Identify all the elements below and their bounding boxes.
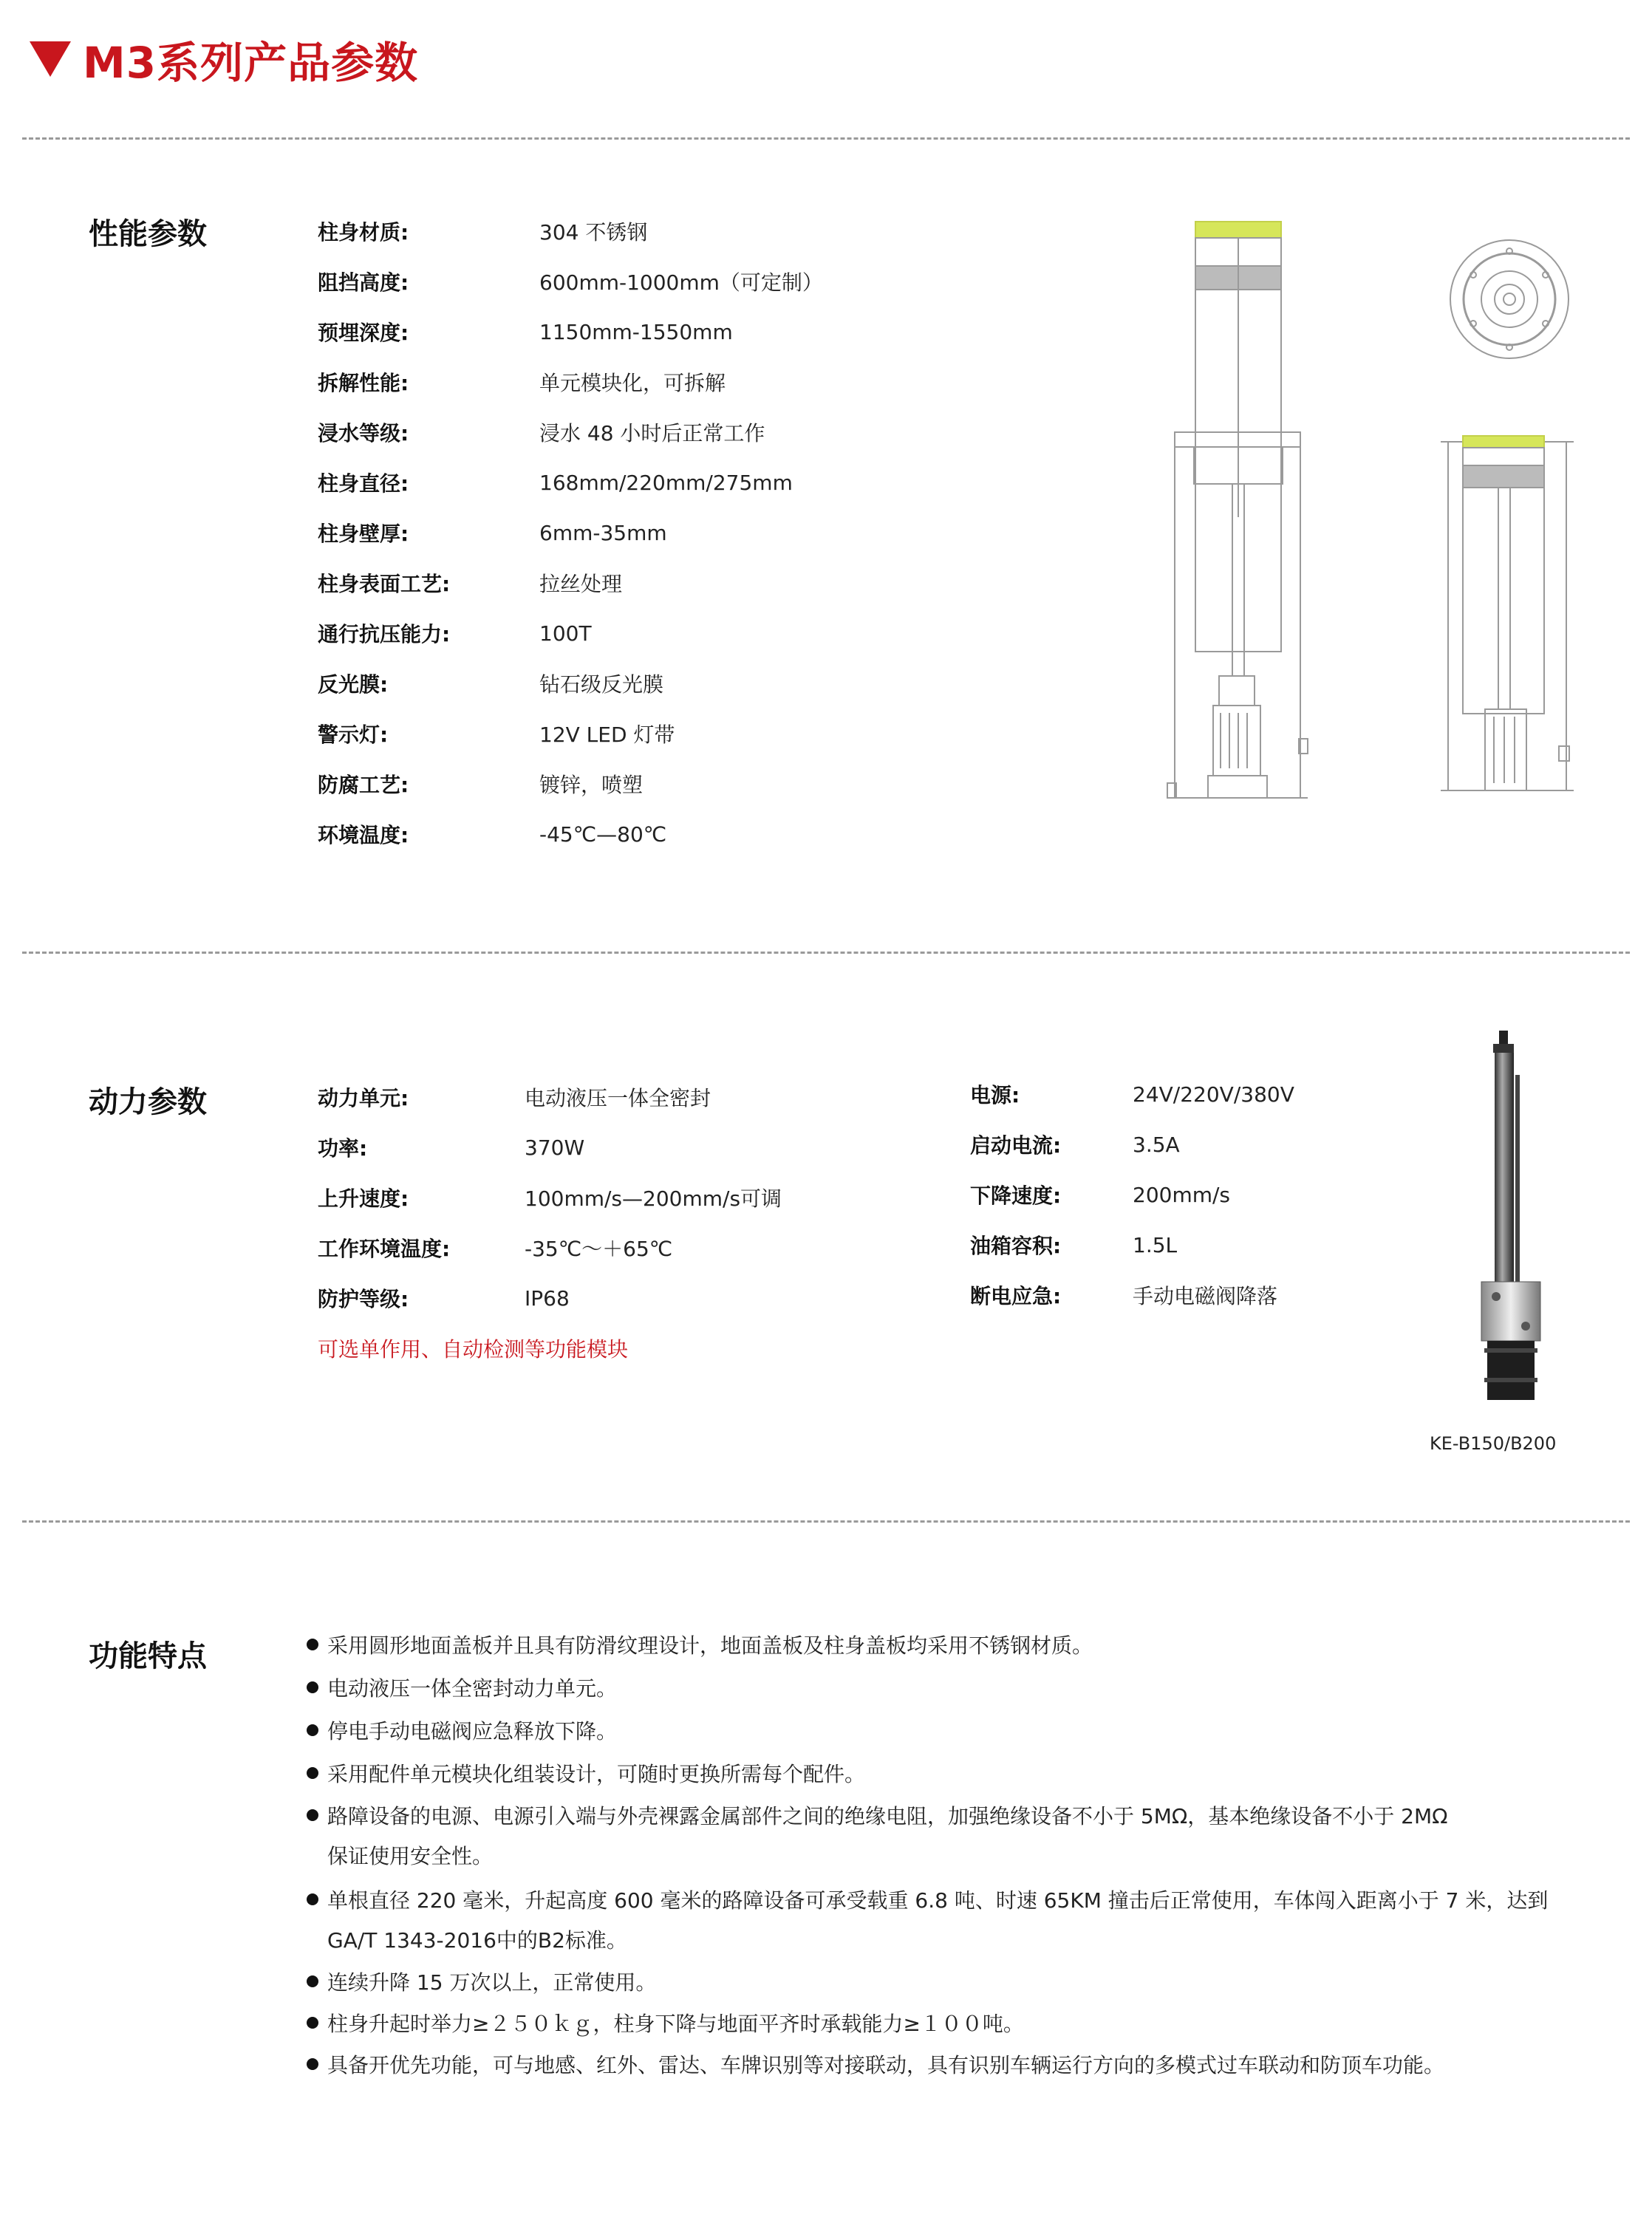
- param-row: [318, 313, 733, 350]
- param-row: [318, 464, 793, 501]
- param-value: 浸水 48 小时后正常工作: [539, 421, 765, 445]
- param-value: 304 不锈钢: [539, 220, 648, 245]
- param-value: 6mm-35mm: [539, 520, 667, 545]
- param-value: 3.5A: [1133, 1132, 1180, 1157]
- param-value: 100mm/s—200mm/s可调: [525, 1186, 782, 1211]
- param-label: 断电应急:: [970, 1284, 1062, 1308]
- bullet-icon: [307, 1975, 318, 1987]
- feature-item: [307, 1754, 1622, 1795]
- feature-text: 连续升降 15 万次以上，正常使用。: [327, 1970, 657, 1995]
- param-label: 启动电流:: [970, 1133, 1062, 1158]
- param-row: [318, 1229, 672, 1266]
- param-row: [970, 1126, 1180, 1163]
- bollard-front-drawing: [1441, 436, 1574, 820]
- param-row: [318, 816, 666, 853]
- param-label: 上升速度:: [318, 1186, 409, 1211]
- param-value: 12V LED 灯带: [539, 723, 675, 747]
- param-row: [318, 414, 765, 451]
- param-label: 柱身材质:: [318, 220, 409, 245]
- param-label: 柱身壁厚:: [318, 522, 409, 546]
- bullet-icon: [307, 2058, 318, 2070]
- feature-item: [307, 1881, 1622, 1961]
- param-label: 防腐工艺:: [318, 773, 409, 797]
- feature-item: [307, 1962, 1622, 2004]
- section-title-power: 动力参数: [89, 1085, 207, 1119]
- feature-item: [307, 1625, 1622, 1667]
- param-row: [318, 1280, 570, 1316]
- triangle-down-icon: [30, 41, 71, 77]
- bollard-top-view-drawing: [1447, 236, 1572, 362]
- feature-text-continued: GA/T 1343-2016中的B2标准。: [327, 1928, 627, 1953]
- param-row: [970, 1277, 1277, 1314]
- feature-text: 电动液压一体全密封动力单元。: [327, 1676, 618, 1701]
- divider: [22, 1520, 1630, 1523]
- feature-text-continued: 保证使用安全性。: [327, 1844, 494, 1868]
- param-label: 拆解性能:: [318, 371, 409, 395]
- param-row: [318, 1129, 584, 1166]
- param-row: [318, 1079, 711, 1116]
- bollard-side-drawing: [1167, 222, 1315, 827]
- param-label: 工作环境温度:: [318, 1237, 451, 1261]
- param-row: [318, 665, 663, 702]
- param-label: 阻挡高度:: [318, 270, 409, 295]
- section-title-performance: 性能参数: [89, 217, 207, 251]
- feature-text: 路障设备的电源、电源引入端与外壳裸露金属部件之间的绝缘电阻，加强绝缘设备不小于 5MΩ，基本绝缘设备不小于 2MΩ: [327, 1804, 1448, 1828]
- param-value: 370W: [525, 1135, 585, 1160]
- page-header: [30, 30, 418, 89]
- param-value: 钻石级反光膜: [539, 672, 664, 697]
- param-row: [318, 564, 622, 601]
- optional-modules-note: 可选单作用、自动检测等功能模块: [318, 1337, 629, 1362]
- param-value: 电动液压一体全密封: [525, 1086, 711, 1110]
- param-label: 功率:: [318, 1136, 368, 1161]
- param-value: -35℃～＋65℃: [525, 1237, 673, 1261]
- param-value: 1.5L: [1133, 1232, 1178, 1257]
- param-value: 600mm-1000mm（可定制）: [539, 270, 823, 295]
- param-row: [970, 1226, 1177, 1263]
- bullet-icon: [307, 1639, 318, 1650]
- param-value: 手动电磁阀降落: [1133, 1284, 1278, 1308]
- param-row: [318, 715, 675, 752]
- param-value: 168mm/220mm/275mm: [539, 470, 793, 495]
- feature-item: [307, 1668, 1622, 1710]
- hydraulic-unit-image: [1467, 1031, 1555, 1407]
- bullet-icon: [307, 1724, 318, 1736]
- param-label: 通行抗压能力:: [318, 622, 451, 646]
- bullet-icon: [307, 1767, 318, 1779]
- param-row: [318, 1179, 782, 1216]
- param-value: 1150mm-1550mm: [539, 319, 733, 344]
- param-label: 防护等级:: [318, 1287, 409, 1311]
- param-row: [970, 1076, 1294, 1113]
- param-row: [318, 213, 647, 250]
- param-value: 100T: [539, 621, 592, 646]
- section-title-features: 功能特点: [89, 1639, 207, 1673]
- feature-text: 单根直径 220 毫米，升起高度 600 毫米的路障设备可承受载重 6.8 吨、时速 65KM 撞击后正常使用，车体闯入距离小于 7 米，达到: [327, 1888, 1549, 1913]
- feature-text: 柱身升起时举力≥２５０ｋｇ，柱身下降与地面平齐时承载能力≥１００吨。: [327, 2012, 1024, 2036]
- param-label: 电源:: [970, 1083, 1020, 1107]
- param-label: 油箱容积:: [970, 1234, 1062, 1258]
- param-value: 单元模块化，可拆解: [539, 371, 726, 395]
- bullet-icon: [307, 1893, 318, 1905]
- param-row: [318, 514, 667, 551]
- param-value: 24V/220V/380V: [1133, 1082, 1294, 1107]
- param-label: 环境温度:: [318, 823, 409, 847]
- param-label: 柱身表面工艺:: [318, 572, 451, 596]
- param-row: [318, 363, 726, 400]
- image-caption: KE-B150/B200: [1430, 1433, 1557, 1454]
- feature-item: [307, 2004, 1622, 2045]
- feature-text: 具备开优先功能，可与地感、红外、雷达、车牌识别等对接联动，具有识别车辆运行方向的多模式过车联动和防顶车功能。: [327, 2053, 1445, 2077]
- param-value: 拉丝处理: [539, 572, 623, 596]
- param-value: -45℃—80℃: [539, 822, 667, 847]
- param-label: 动力单元:: [318, 1086, 409, 1110]
- param-label: 下降速度:: [970, 1184, 1062, 1208]
- param-label: 浸水等级:: [318, 421, 409, 445]
- divider: [22, 137, 1630, 140]
- param-value: 镀锌，喷塑: [539, 773, 644, 797]
- param-label: 反光膜:: [318, 672, 389, 697]
- feature-item: [307, 2045, 1622, 2086]
- param-row: [318, 615, 592, 652]
- feature-text: 停电手动电磁阀应急释放下降。: [327, 1719, 618, 1743]
- bullet-icon: [307, 2017, 318, 2029]
- bullet-icon: [307, 1681, 318, 1693]
- param-label: 柱身直径:: [318, 471, 409, 496]
- param-row: [970, 1176, 1230, 1213]
- param-label: 警示灯:: [318, 723, 389, 747]
- bullet-icon: [307, 1809, 318, 1821]
- feature-item: [307, 1711, 1622, 1752]
- param-row: [318, 263, 823, 300]
- page-title: M3系列产品参数: [83, 38, 419, 88]
- divider: [22, 952, 1630, 954]
- feature-item: [307, 1797, 1622, 1876]
- feature-text: 采用配件单元模块化组装设计，可随时更换所需每个配件。: [327, 1762, 866, 1786]
- param-label: 预埋深度:: [318, 321, 409, 345]
- param-value: IP68: [525, 1285, 570, 1311]
- param-row: [318, 765, 643, 802]
- param-value: 200mm/s: [1133, 1182, 1231, 1207]
- feature-text: 采用圆形地面盖板并且具有防滑纹理设计，地面盖板及柱身盖板均采用不锈钢材质。: [327, 1633, 1093, 1658]
